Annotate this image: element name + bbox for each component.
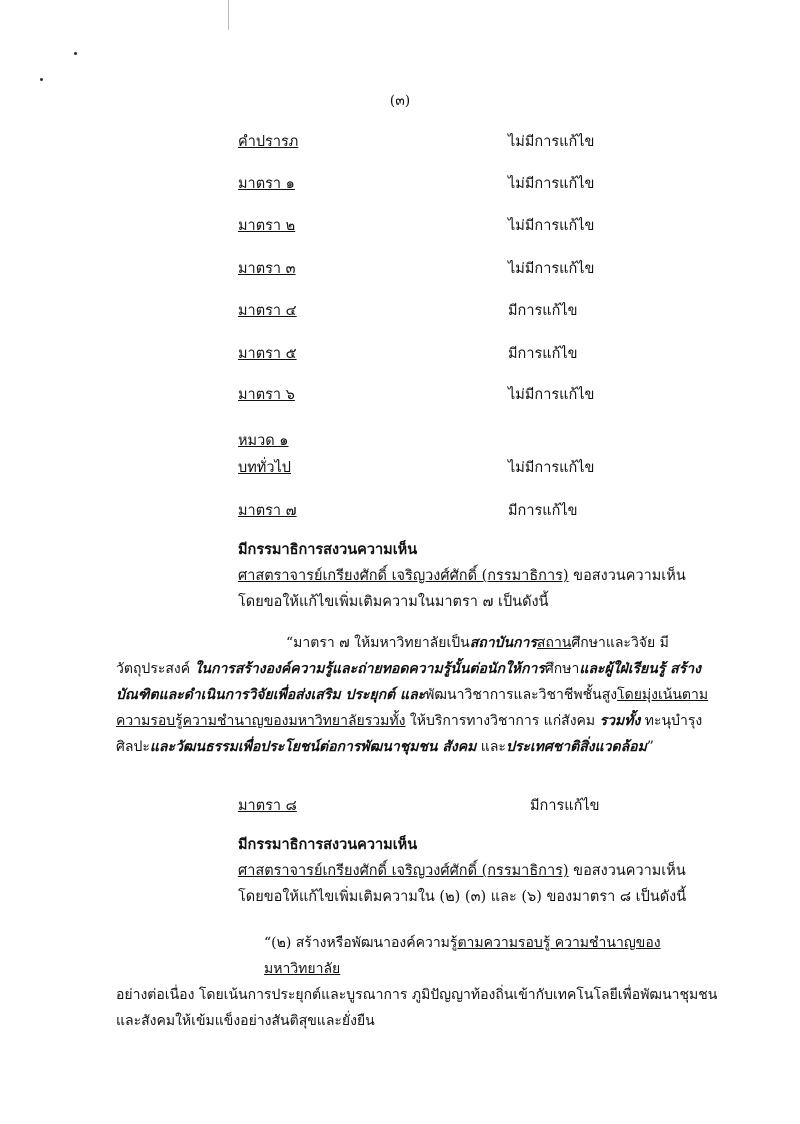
- quote-text: “(๒) สร้างหรือพัฒนาองค์ความรู้: [264, 935, 458, 951]
- quote-added-text: บัณฑิตและดำเนินการวิจัยเพื่อส่งเสริม ประยุกต์ และ: [116, 687, 426, 703]
- reservation-member-line: [238, 858, 738, 884]
- quote-removed-text: สถาน: [536, 635, 572, 651]
- section-label: มาตรา ๖: [238, 387, 295, 403]
- section8-amendment-text: [116, 930, 734, 1034]
- quote-line: และสังคมให้เข้มแข็งอย่างสันติสุขและยั่งยืน: [116, 1013, 375, 1029]
- quote-line: [116, 656, 734, 682]
- quote-text: ศึกษา: [544, 661, 580, 677]
- section-label: มาตรา ๕: [238, 346, 297, 362]
- reservation-request: โดยขอให้แก้ไขเพิ่มเติมความในมาตรา ๗ เป็นดังนี้: [238, 594, 549, 610]
- section-status: ไม่มีการแก้ไข: [508, 261, 595, 277]
- section-label: มาตรา ๓: [238, 261, 296, 277]
- section-status: ไม่มีการแก้ไข: [508, 387, 595, 403]
- section-status: มีการแก้ไข: [508, 503, 578, 519]
- quote-removed-text: โดยมุ่งเน้นตาม: [617, 687, 709, 703]
- chapter-label: หมวด ๑: [238, 433, 289, 449]
- quote-text: ทะนุบำรุง: [640, 713, 703, 729]
- member-suffix: ขอสงวนความเห็น: [568, 568, 686, 584]
- quote-added-text: และผู้ใฝ่เรียนรู้ สร้าง: [579, 661, 701, 677]
- quote-added-text: ในการสร้างองค์ความรู้และถ่ายทอดความรู้นั้นต่อนักให้การ: [194, 661, 545, 677]
- quote-added-text: และวัฒนธรรมเพื่อประโยชน์ต่อการพัฒนาชุมชน สังคม: [149, 739, 477, 755]
- quote-line: [116, 630, 734, 656]
- quote-text: ”: [646, 739, 654, 755]
- section-status: มีการแก้ไข: [508, 346, 578, 362]
- quote-line: [116, 682, 734, 708]
- quote-removed-text: ความรอบรู้ความชำนาญของมหาวิทยาลัยรวมทั้ง: [116, 713, 406, 729]
- section-label: คำปรารภ: [238, 134, 299, 150]
- section7-amendment-text: [116, 630, 734, 760]
- page-number: (๓): [389, 93, 411, 109]
- quote-removed-text: ตามความรอบรู้ ความชำนาญของมหาวิทยาลัย: [264, 935, 661, 977]
- section-label: มาตรา ๘: [238, 798, 297, 814]
- chapter-title: บททั่วไป: [238, 460, 291, 476]
- quote-line: [116, 734, 734, 760]
- reservation-heading: มีกรรมาธิการสงวนความเห็น: [238, 836, 418, 853]
- quote-text: พัฒนาวิชาการและวิชาชีพชั้นสูง: [425, 687, 618, 703]
- reservation-member-line: [238, 563, 738, 589]
- quote-added-text: รวมทั้ง: [599, 713, 641, 729]
- section-status: ไม่มีการแก้ไข: [508, 176, 595, 192]
- section-status: มีการแก้ไข: [530, 798, 600, 814]
- section-label: มาตรา ๔: [238, 303, 297, 319]
- member-name: ศาสตราจารย์เกรียงศักดิ์ เจริญวงศ์ศักดิ์ (กรรมาธิการ): [238, 863, 569, 879]
- section-label: มาตรา ๒: [238, 218, 296, 234]
- quote-text: “มาตรา ๗ ให้มหาวิทยาลัยเป็น: [286, 635, 470, 651]
- scan-artifact-line: [228, 0, 229, 30]
- quote-line: [116, 708, 734, 734]
- quote-line: [116, 930, 734, 982]
- quote-line: อย่างต่อเนื่อง โดยเน้นการประยุกต์และบูรณาการ ภูมิปัญญาท้องถิ่นเข้ากับเทคโนโลยีเพื่อพัฒนาชุมชน: [116, 987, 718, 1003]
- section-status: ไม่มีการแก้ไข: [508, 134, 595, 150]
- section-label: มาตรา ๗: [238, 503, 297, 519]
- reservation-heading: มีกรรมาธิการสงวนความเห็น: [238, 541, 418, 558]
- scan-artifact-dot: [40, 78, 43, 81]
- quote-text: วัตถุประสงค์: [116, 661, 195, 677]
- section-status: ไม่มีการแก้ไข: [508, 460, 595, 476]
- reservation-block-1: [238, 537, 738, 615]
- reservation-block-2: [238, 832, 738, 910]
- quote-text: ศึกษาและวิจัย มี: [571, 635, 669, 651]
- section-status: มีการแก้ไข: [508, 303, 578, 319]
- reservation-request: โดยขอให้แก้ไขเพิ่มเติมความใน (๒) (๓) และ (๖) ของมาตรา ๘ เป็นดังนี้: [238, 889, 687, 905]
- scan-artifact-dot: [74, 52, 77, 55]
- quote-added-text: สถาบันการ: [469, 635, 537, 651]
- section-label: มาตรา ๑: [238, 176, 295, 192]
- member-suffix: ขอสงวนความเห็น: [568, 863, 686, 879]
- quote-added-text: ประเทศชาติสิ่งแวดล้อม: [505, 739, 647, 755]
- member-name: ศาสตราจารย์เกรียงศักดิ์ เจริญวงศ์ศักดิ์ (กรรมาธิการ): [238, 568, 569, 584]
- quote-text: และ: [476, 739, 506, 755]
- section-status: ไม่มีการแก้ไข: [508, 218, 595, 234]
- quote-text: ศิลปะ: [116, 739, 150, 755]
- quote-text: ให้บริการทางวิชาการ แก่สังคม: [405, 713, 600, 729]
